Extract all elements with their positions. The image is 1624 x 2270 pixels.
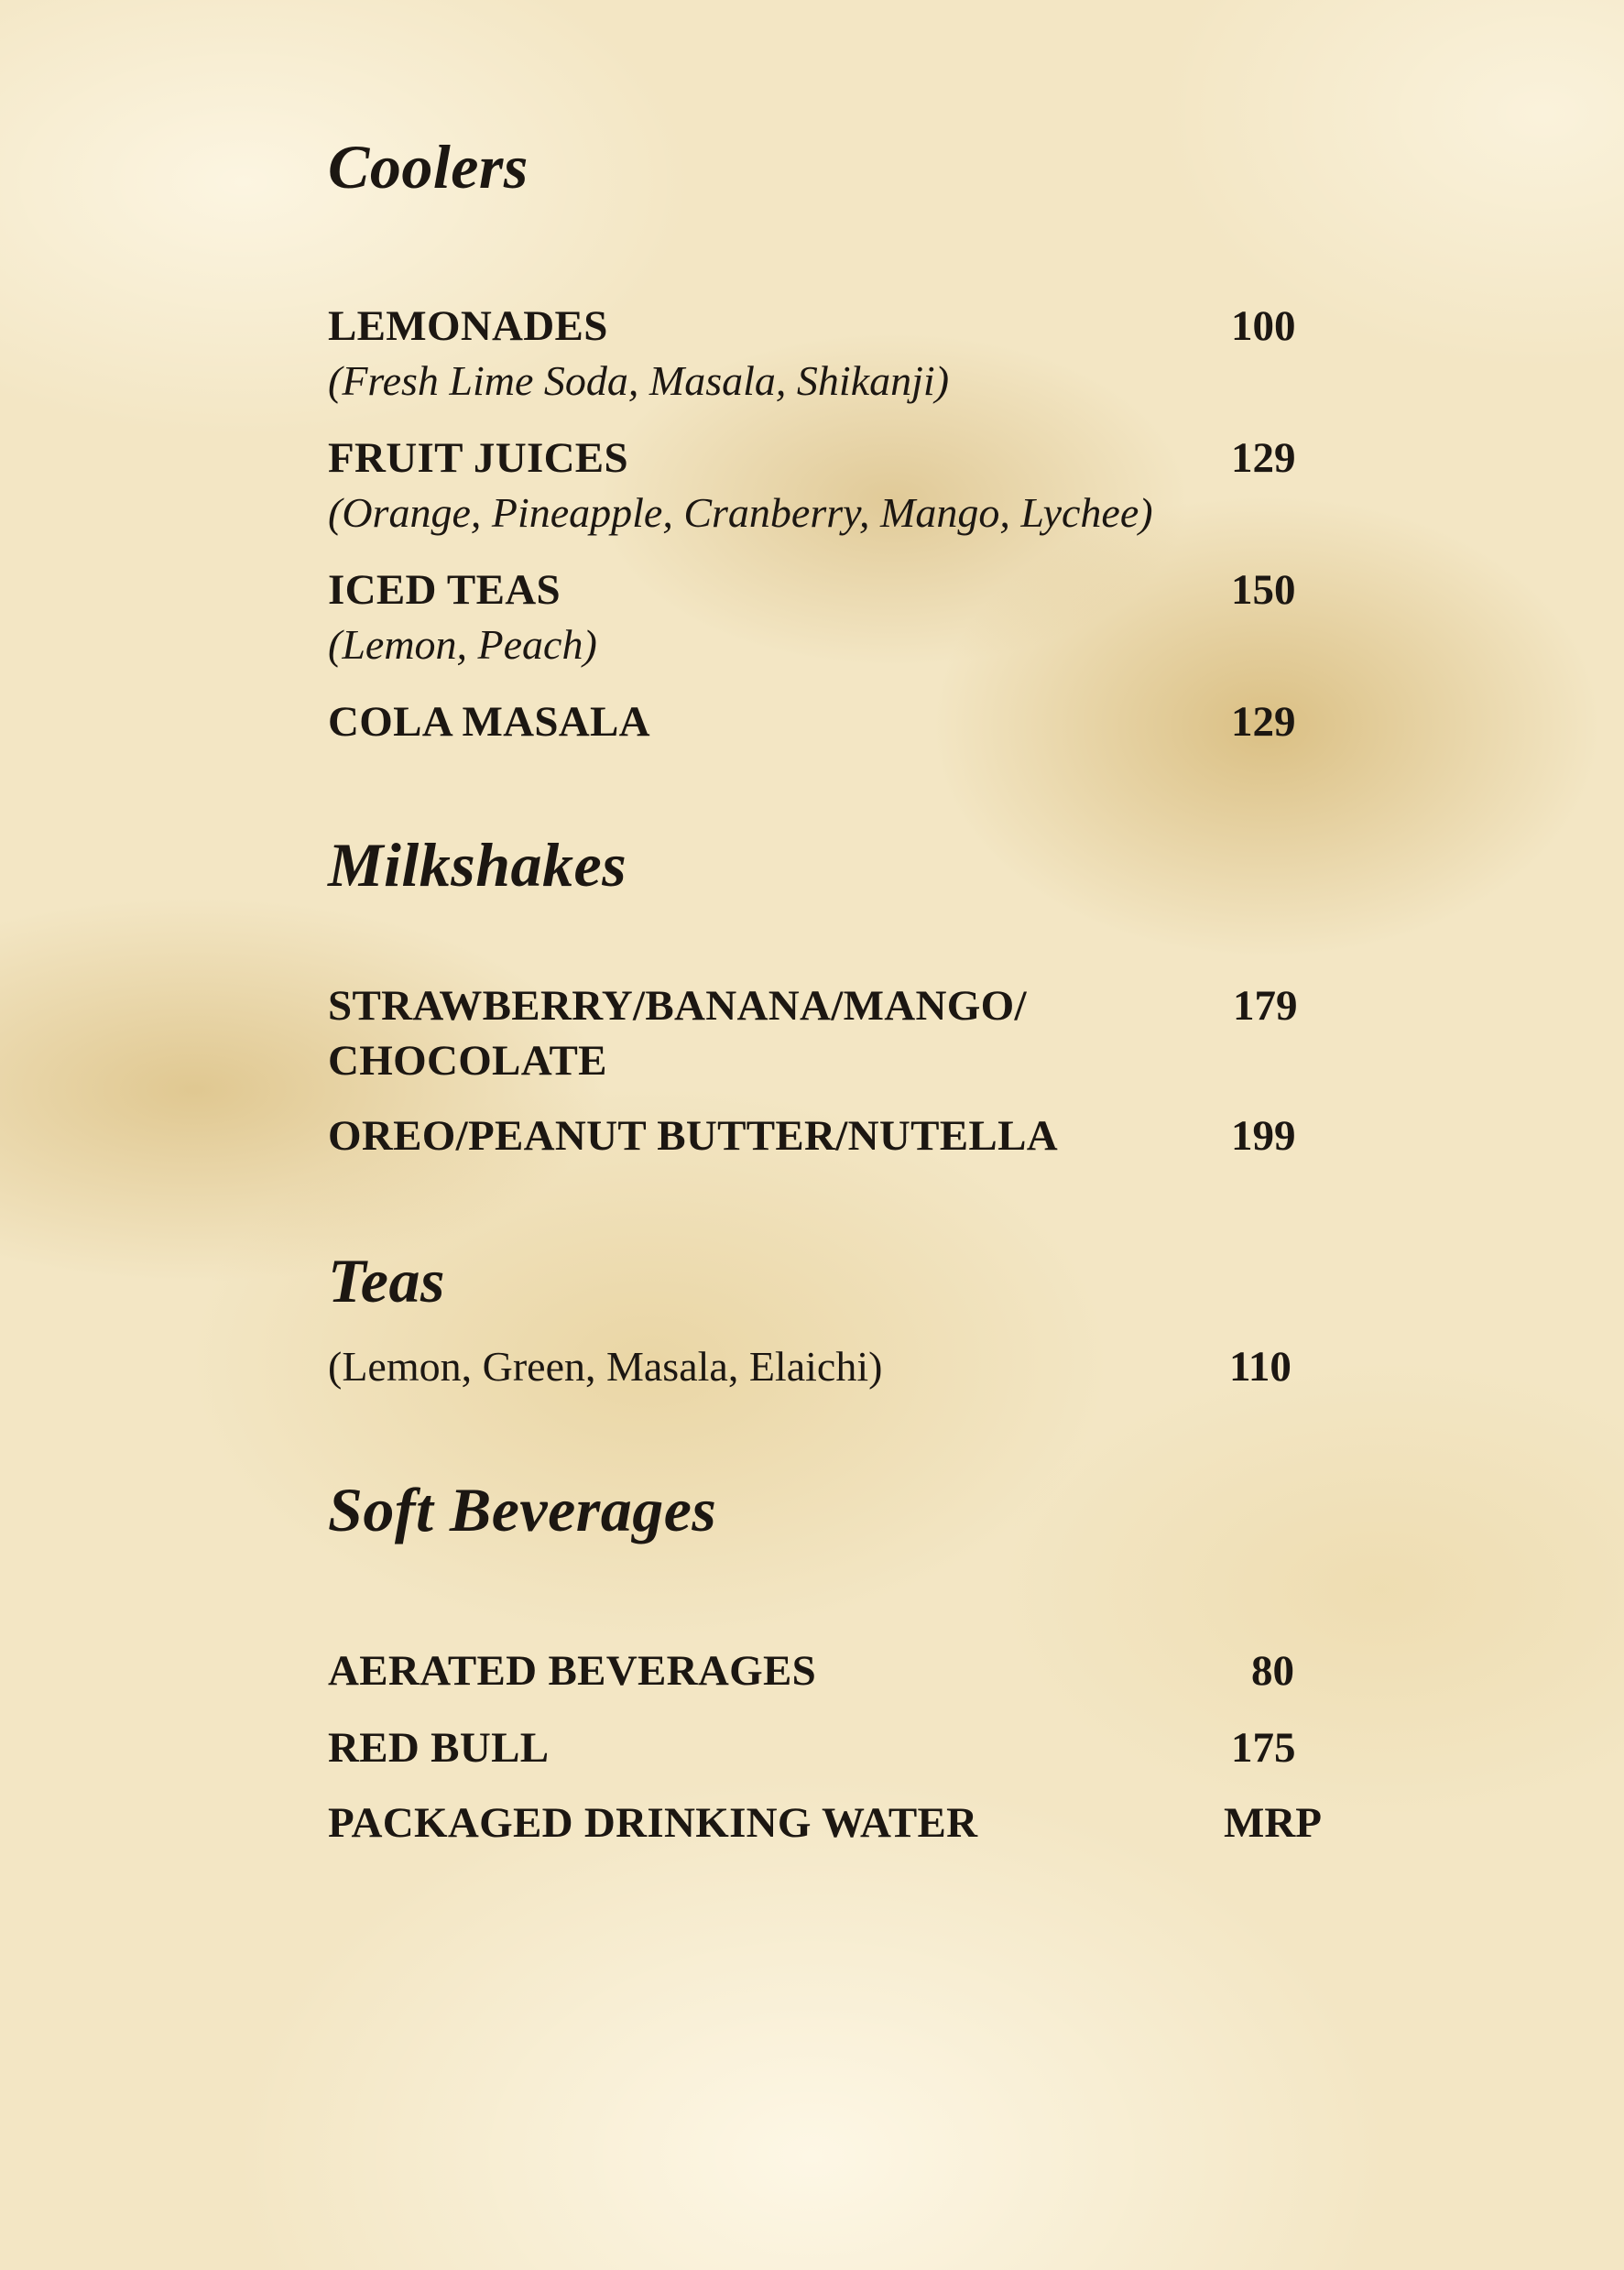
item-price: 129	[1231, 698, 1296, 746]
item-price: 179	[1233, 982, 1298, 1030]
section-title-soft-beverages: Soft Beverages	[328, 1475, 717, 1544]
menu-item-red-bull	[328, 1720, 1335, 1775]
section-title-milkshakes: Milkshakes	[328, 830, 627, 900]
menu-item-teas	[328, 1339, 1335, 1394]
item-name: RED BULL	[328, 1724, 550, 1772]
item-name: LEMONADES	[328, 302, 608, 350]
item-name: AERATED BEVERAGES	[328, 1647, 817, 1695]
item-price: 150	[1231, 566, 1296, 614]
menu-item-iced-teas	[328, 562, 1335, 672]
item-description: (Lemon, Green, Masala, Elaichi)	[328, 1343, 883, 1390]
menu-item-packaged-water	[328, 1795, 1335, 1850]
item-name: PACKAGED DRINKING WATER	[328, 1799, 978, 1847]
item-name-line2: CHOCOLATE	[328, 1037, 607, 1085]
item-description: (Orange, Pineapple, Cranberry, Mango, Lychee)	[328, 489, 1153, 536]
menu-item-oreo-peanut-nutella	[328, 1108, 1335, 1163]
section-title-teas: Teas	[328, 1246, 445, 1315]
menu-item-cola-masala	[328, 694, 1335, 749]
item-price: 129	[1231, 434, 1296, 482]
menu-item-fruit-milkshakes	[328, 978, 1335, 1088]
menu-item-lemonades	[328, 299, 1335, 409]
item-name: COLA MASALA	[328, 698, 650, 746]
item-price: 80	[1251, 1647, 1294, 1695]
item-description: (Lemon, Peach)	[328, 621, 597, 668]
item-name: OREO/PEANUT BUTTER/NUTELLA	[328, 1112, 1058, 1160]
item-name: FRUIT JUICES	[328, 434, 628, 482]
item-description: (Fresh Lime Soda, Masala, Shikanji)	[328, 357, 950, 404]
item-price: 199	[1231, 1112, 1296, 1160]
item-price: MRP	[1224, 1799, 1323, 1847]
menu-item-aerated-beverages	[328, 1643, 1335, 1698]
item-name-line1: STRAWBERRY/BANANA/MANGO/	[328, 982, 1027, 1030]
item-price: 110	[1229, 1343, 1292, 1391]
item-name: ICED TEAS	[328, 566, 561, 614]
item-price: 100	[1231, 302, 1296, 350]
item-price: 175	[1231, 1724, 1296, 1772]
menu-item-fruit-juices	[328, 431, 1335, 540]
section-title-coolers: Coolers	[328, 132, 529, 202]
